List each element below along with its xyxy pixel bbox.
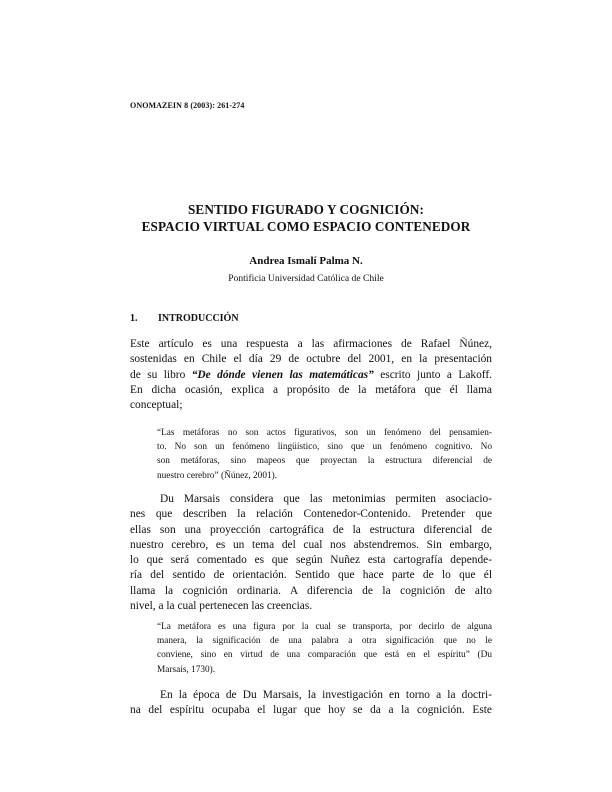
paragraph-line: na del espíritu ocupaba el lugar que hoy se da a la cognición. Este <box>130 704 492 717</box>
paragraph-line: llama la cognición ordinaria. A diferencia de la cognición de alto <box>130 584 492 597</box>
paragraph-line: conceptual; <box>130 399 183 412</box>
quote-line: to. No son un fenómeno lingüístico, sino que un fenómeno cognitivo. No <box>157 442 492 453</box>
quote-line: conviene, sino en virtud de una comparación que está en el espíritu” (Du <box>157 650 492 661</box>
quote-line: manera, la significación de una palabra a otra significación que no le <box>157 636 492 647</box>
paragraph-line: ría del sentido de orientación. Sentido que hace parte de lo que él <box>130 569 492 582</box>
paragraph-line: Este artículo es una respuesta a las afirmaciones de Rafael Ñúnez, <box>130 338 492 350</box>
paragraph-line: En la época de Du Marsais, la investigación en torno a la doctri- <box>160 689 492 701</box>
block-quote-2 <box>157 620 492 677</box>
block-quote-1 <box>157 426 492 483</box>
paragraph-3 <box>130 688 492 719</box>
quote-line: “La metáfora es una figura por la cual se transporta, por decirlo de alguna <box>157 622 492 632</box>
article-title-line-2: ESPACIO VIRTUAL COMO ESPACIO CONTENEDOR <box>141 219 471 234</box>
paragraph-line: En dicha ocasión, explica a propósito de la metáfora que él llama <box>130 383 492 396</box>
paragraph-line: nivel, a la cual pertenecen las creencias. <box>130 600 313 613</box>
section-number: 1. <box>130 313 138 324</box>
author-affiliation: Pontificia Universidad Católica de Chile <box>228 273 384 284</box>
quote-line: “Las metáforas no son actos figurativos, son un fenómeno del pensamien- <box>157 428 492 438</box>
author-name: Andrea Ismalí Palma N. <box>249 255 363 267</box>
paragraph-line: Du Marsais considera que las metonimias permiten asociacio- <box>160 493 492 505</box>
paragraph-1 <box>130 337 492 413</box>
line-text: de su libro <box>130 368 192 381</box>
line-text: escrito junto a Lakoff. <box>373 368 493 381</box>
paragraph-line: ellas son una proyección cartográfica de la estructura diferencial de <box>130 523 492 536</box>
paragraph-2 <box>130 492 492 614</box>
article-title-line-1: SENTIDO FIGURADO Y COGNICIÓN: <box>187 202 425 217</box>
paragraph-line: nuestro cerebro, es un tema del cual nos abstendremos. Sin embargo, <box>130 538 492 551</box>
paragraph-line: lo que será comentado es que según Nuñez esta cartografía depende- <box>130 554 492 567</box>
quote-line: nuestro cerebro” (Ñúnez, 2001). <box>157 470 278 481</box>
paragraph-line: nes que describen la relación Contenedor-Contenido. Pretender que <box>130 508 492 521</box>
section-title: INTRODUCCIÓN <box>158 313 239 324</box>
journal-citation: ONOMAZEIN 8 (2003): 261-274 <box>130 101 245 110</box>
paragraph-line: sostenidas en Chile el día 29 de octubre del 2001, en la presentación <box>130 353 492 366</box>
quote-line: son metáforas, sino mapeos que proyectan la estructura diferencial de <box>157 456 492 467</box>
book-title: “De dónde vienen las matemáticas” <box>191 368 374 381</box>
quote-line: Marsais, 1730). <box>157 664 216 675</box>
paragraph-line <box>130 368 492 383</box>
